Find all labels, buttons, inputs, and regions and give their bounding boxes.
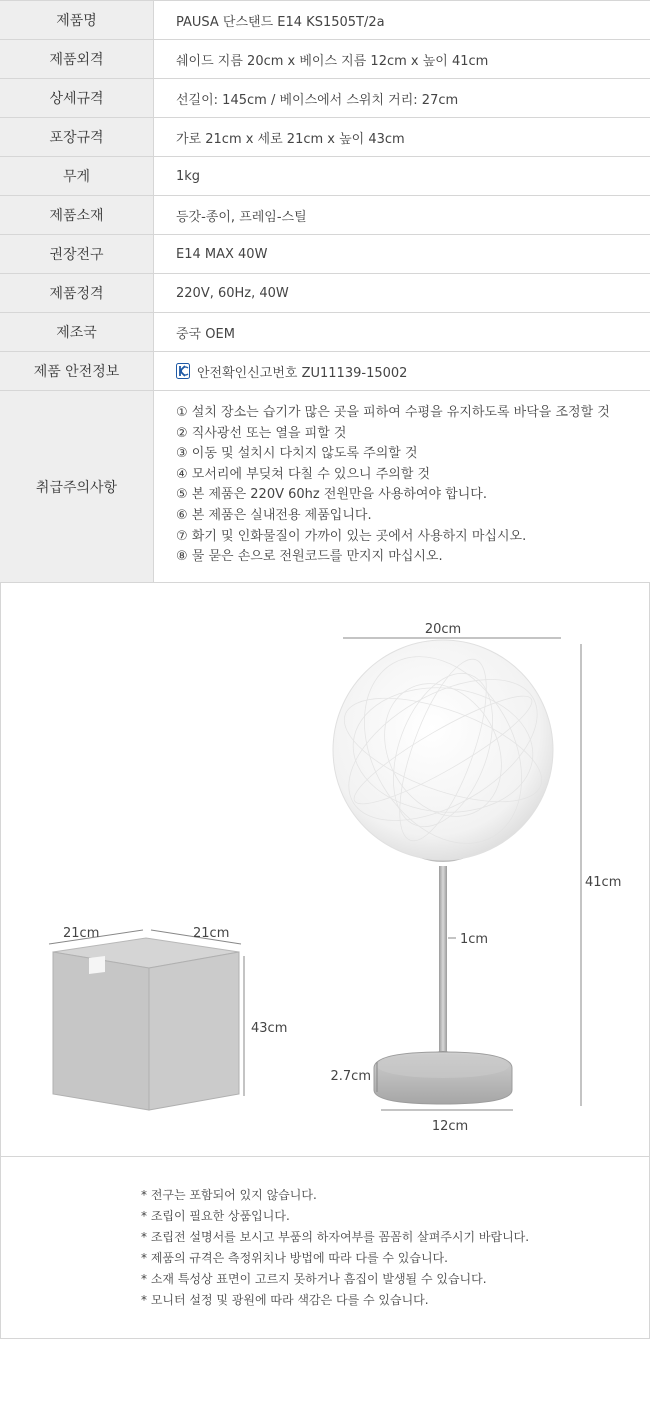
spec-row-origin xyxy=(0,313,650,352)
notes-section xyxy=(0,1157,650,1339)
lamp-shade xyxy=(333,640,553,860)
caution-item: ③ 이동 및 설치시 다치지 않도록 주의할 것 xyxy=(176,446,418,462)
spec-label: 제조국 xyxy=(0,313,154,351)
spec-label: 포장규격 xyxy=(0,118,154,156)
spec-row-weight xyxy=(0,157,650,196)
note-item: * 조립이 필요한 상품입니다. xyxy=(141,1209,290,1223)
spec-label: 제품명 xyxy=(0,1,154,39)
caution-list-wrap xyxy=(154,391,650,582)
spec-row-bulb xyxy=(0,235,650,274)
spec-value: 1kg xyxy=(176,168,201,184)
spec-label: 제품외격 xyxy=(0,40,154,78)
caution-item: ⑧ 물 묻은 손으로 전원코드를 만지지 마십시오. xyxy=(176,549,443,565)
spec-row-safety xyxy=(0,352,650,391)
spec-value: 중국 OEM xyxy=(176,326,235,342)
box-tape xyxy=(89,956,105,974)
spec-row-package xyxy=(0,118,650,157)
caution-item: ⑥ 본 제품은 실내전용 제품입니다. xyxy=(176,507,372,523)
dimension-diagram xyxy=(0,582,650,1157)
box-left-face xyxy=(53,952,149,1110)
spec-label: 상세규격 xyxy=(0,79,154,117)
box-right-face xyxy=(149,952,239,1110)
caution-item: ⑦ 화기 및 인화물질이 가까이 있는 곳에서 사용하지 마십시오. xyxy=(176,528,527,544)
safety-cert-text: 안전확인신고번호 ZU11139-15002 xyxy=(197,365,408,381)
lamp-height-label: 41cm xyxy=(585,875,622,890)
spec-value: 등갓-종이, 프레임-스틸 xyxy=(176,209,307,225)
caution-list xyxy=(176,403,610,568)
spec-row-outer-size xyxy=(0,40,650,79)
lamp-pole xyxy=(439,866,447,1052)
note-item: * 제품의 규격은 측정위치나 방법에 따라 다를 수 있습니다. xyxy=(141,1251,448,1265)
note-item: * 소재 특성상 표면이 고르지 못하거나 흠집이 발생될 수 있습니다. xyxy=(141,1272,487,1286)
base-width-label: 12cm xyxy=(431,1119,469,1134)
note-item: * 전구는 포함되어 있지 않습니다. xyxy=(141,1188,317,1202)
notes-list xyxy=(141,1185,529,1311)
caution-item: ① 설치 장소는 습기가 많은 곳을 피하여 수평을 유지하도록 바닥을 조정할 것 xyxy=(176,405,610,420)
spec-row-caution xyxy=(0,391,650,583)
base-height-label: 2.7cm xyxy=(330,1069,371,1084)
spec-value: 쉐이드 지름 20cm x 베이스 지름 12cm x 높이 41cm xyxy=(176,53,489,69)
shade-width-label: 20cm xyxy=(424,622,462,637)
package-box xyxy=(53,938,239,1110)
caution-item: ② 직사광선 또는 열을 피할 것 xyxy=(176,425,347,441)
spec-value: 가로 21cm x 세로 21cm x 높이 43cm xyxy=(176,131,405,147)
note-item: * 조립전 설명서를 보시고 부품의 하자여부를 꼼꼼히 살펴주시기 바랍니다. xyxy=(141,1230,530,1244)
spec-value: 220V, 60Hz, 40W xyxy=(176,285,289,301)
spec-label: 제품정격 xyxy=(0,274,154,312)
box-depth-label: 21cm xyxy=(193,926,230,941)
box-width-label: 21cm xyxy=(63,926,100,941)
spec-row-product-name xyxy=(0,0,650,40)
kc-mark-icon xyxy=(176,363,190,379)
caution-item: ④ 모서리에 부딪쳐 다칠 수 있으니 주의할 것 xyxy=(176,466,431,482)
dimension-drawing xyxy=(1,582,650,1157)
spec-value xyxy=(154,352,650,390)
spec-value: E14 MAX 40W xyxy=(176,246,268,262)
spec-row-material xyxy=(0,196,650,235)
spec-row-rating xyxy=(0,274,650,313)
spec-label: 취급주의사항 xyxy=(0,391,154,582)
spec-label: 권장전구 xyxy=(0,235,154,273)
spec-value: PAUSA 단스탠드 E14 KS1505T/2a xyxy=(176,14,385,30)
note-item: * 모니터 설정 및 광원에 따라 색감은 다를 수 있습니다. xyxy=(141,1293,429,1307)
caution-item: ⑤ 본 제품은 220V 60hz 전원만을 사용하여야 합니다. xyxy=(176,487,487,503)
spec-value: 선길이: 145cm / 베이스에서 스위치 거리: 27cm xyxy=(176,92,459,108)
spec-label: 제품 안전정보 xyxy=(0,352,154,390)
pole-width-label: 1cm xyxy=(460,932,489,947)
spec-table xyxy=(0,0,650,583)
spec-label: 무게 xyxy=(0,157,154,195)
lamp-illustration xyxy=(325,628,560,1104)
spec-row-detail xyxy=(0,79,650,118)
spec-label: 제품소재 xyxy=(0,196,154,234)
box-height-label: 43cm xyxy=(251,1021,288,1036)
